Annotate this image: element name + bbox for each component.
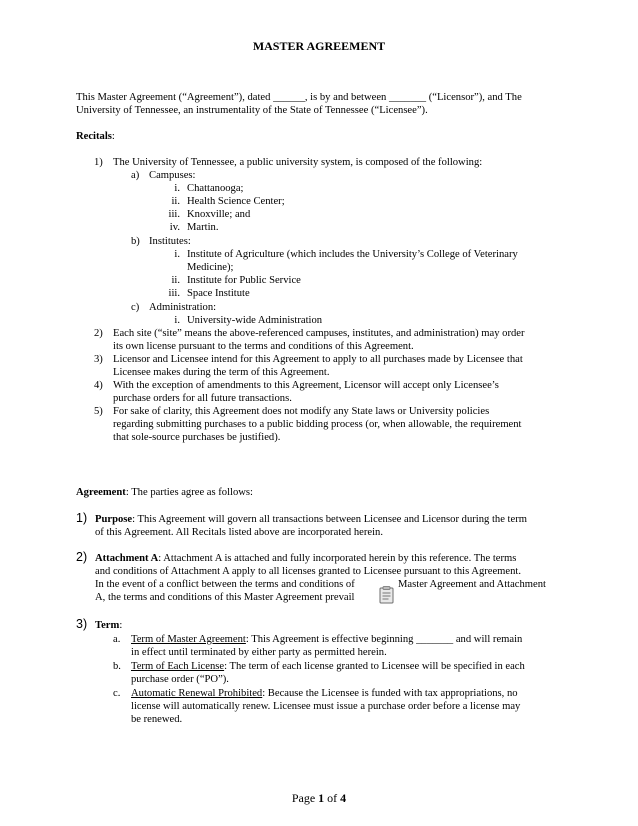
- list-item: Space Institute: [187, 288, 250, 299]
- section-3b-label: b.: [113, 661, 121, 672]
- intro-line-1: This Master Agreement (“Agreement”), dated ______, is by and between _______ (“Licensor”), and The: [76, 92, 522, 103]
- document-title: MASTER AGREEMENT: [252, 39, 386, 53]
- section-3c-line-3: be renewed.: [131, 714, 183, 725]
- section-2-line-3b: Master Agreement and Attachment: [398, 579, 546, 590]
- recital-5-line-1: For sake of clarity, this Agreement does not modify any State laws or University policies: [113, 406, 490, 417]
- section-1-number: 1): [76, 511, 88, 525]
- section-3a-line-1: Term of Master Agreement: This Agreement is effective beginning _______ and will remain: [131, 634, 523, 645]
- section-2-line-3a: In the event of a conflict between the terms and conditions of: [95, 579, 355, 590]
- recital-5-line-2: regarding submitting purchases to a public bidding process (or, when allowable, the requirement: [113, 419, 522, 430]
- recitals-heading: Recitals:: [76, 131, 115, 142]
- agreement-heading: Agreement: The parties agree as follows:: [76, 487, 253, 498]
- recital-1a-text: Campuses:: [149, 170, 196, 181]
- section-2-line-2: and conditions of Attachment A apply to all licenses granted to Licensee pursuant to this Agreement.: [95, 566, 522, 577]
- list-item-number: iv.: [169, 222, 180, 233]
- sticky-note-icon[interactable]: [377, 585, 397, 605]
- recital-1-number: 1): [94, 157, 103, 168]
- section-3a-line-2: in effect until terminated by either party as permitted herein.: [131, 647, 387, 658]
- list-item: University-wide Administration: [187, 315, 323, 326]
- list-item-number: ii.: [171, 275, 180, 286]
- list-item-number: i.: [174, 249, 180, 260]
- section-3c-label: c.: [113, 688, 121, 699]
- list-item-continued: Medicine);: [187, 262, 234, 273]
- recital-1-text: The University of Tennessee, a public university system, is composed of the following:: [113, 157, 483, 168]
- recital-3-line-1: Licensor and Licensee intend for this Agreement to apply to all purchases made by Licensee that: [113, 354, 523, 365]
- recital-5-line-3: that sole-source purchases be justified).: [113, 432, 281, 443]
- section-1-line-2: of this Agreement. All Recitals listed above are incorporated herein.: [95, 527, 383, 538]
- page-footer: Page 1 of 4: [291, 791, 347, 805]
- section-2-line-4: A, the terms and conditions of this Master Agreement prevail: [95, 592, 355, 603]
- recital-1b-text: Institutes:: [149, 236, 191, 247]
- list-item: Institute of Agriculture (which includes the University’s College of Veterinary: [187, 249, 518, 260]
- recital-4-line-2: purchase orders for all future transactions.: [113, 393, 292, 404]
- intro-line-2: University of Tennessee, an instrumentality of the State of Tennessee (“Licensee”).: [76, 105, 428, 116]
- recital-4-line-1: With the exception of amendments to this Agreement, Licensor will accept only Licensee’s: [113, 380, 499, 391]
- recital-5-number: 5): [94, 406, 103, 417]
- section-3-number: 3): [76, 617, 88, 631]
- section-3c-line-1: Automatic Renewal Prohibited: Because the Licensee is funded with tax appropriations, no: [131, 688, 518, 699]
- list-item-number: iii.: [168, 288, 180, 299]
- section-2-number: 2): [76, 550, 88, 564]
- recital-1c-text: Administration:: [149, 302, 217, 313]
- section-3b-line-1: Term of Each License: The term of each license granted to Licensee will be specified in each: [131, 661, 525, 672]
- list-item: Martin.: [187, 222, 219, 233]
- list-item-number: iii.: [168, 209, 180, 220]
- section-1-line-1: Purpose: This Agreement will govern all transactions between Licensee and Licensor during the term: [95, 514, 527, 525]
- section-3a-label: a.: [113, 634, 121, 645]
- recital-1b-label: b): [131, 236, 140, 247]
- recital-2-line-2: its own license pursuant to the terms and conditions of this Agreement.: [113, 341, 414, 352]
- section-3b-line-2: purchase order (“PO”).: [131, 674, 229, 685]
- list-item: Knoxville; and: [187, 209, 251, 220]
- recital-4-number: 4): [94, 380, 103, 391]
- list-item-number: i.: [174, 315, 180, 326]
- recital-1c-label: c): [131, 302, 140, 313]
- recital-3-line-2: Licensee makes during the term of this Agreement.: [113, 367, 330, 378]
- recital-3-number: 3): [94, 354, 103, 365]
- recital-2-line-1: Each site (“site” means the above-referenced campuses, institutes, and administration) may order: [113, 328, 525, 339]
- list-item: Chattanooga;: [187, 183, 244, 194]
- recital-2-number: 2): [94, 328, 103, 339]
- list-item-number: ii.: [171, 196, 180, 207]
- recital-1a-label: a): [131, 170, 140, 181]
- list-item-number: i.: [174, 183, 180, 194]
- section-2-line-1: Attachment A: Attachment A is attached and fully incorporated herein by this reference. The terms: [95, 553, 517, 564]
- list-item: Health Science Center;: [187, 196, 285, 207]
- section-3c-line-2: license will automatically renew. Licensee must issue a purchase order before a license may: [131, 701, 521, 712]
- section-3-heading: Term:: [95, 620, 123, 631]
- list-item: Institute for Public Service: [187, 275, 301, 286]
